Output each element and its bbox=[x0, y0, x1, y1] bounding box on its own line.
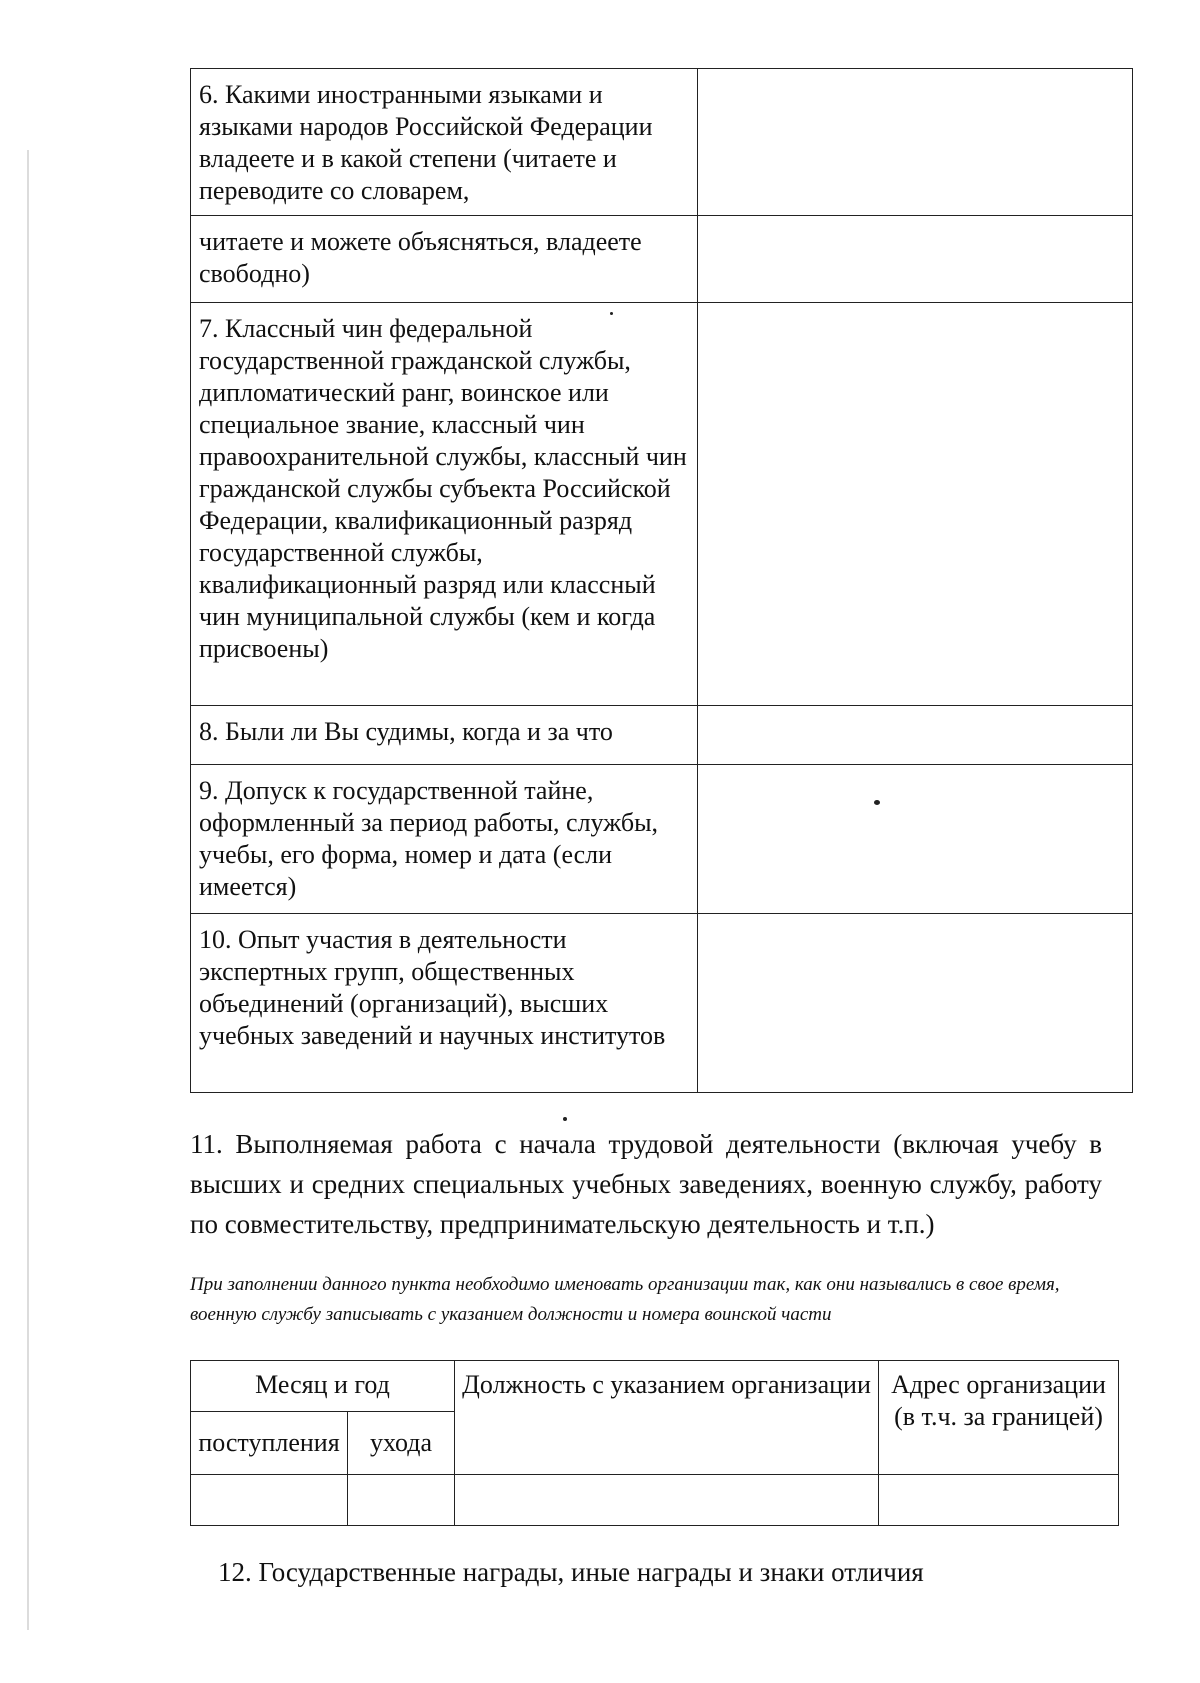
section-11-heading: 11. Выполняемая работа с начала трудовой деятельности (включая учебу в высших и средних специальных учебных заведениях, военную службу, работу по совместительству, предпринимательскую деятельность и т.п.) bbox=[190, 1129, 1102, 1239]
answer-cell[interactable] bbox=[698, 765, 1133, 914]
answer-cell[interactable] bbox=[698, 216, 1133, 303]
question-cell: 8. Были ли Вы судимы, когда и за что bbox=[191, 706, 698, 765]
question-cell: 9. Допуск к государственной тайне, оформленный за период работы, службы, учебы, его форма, номер и дата (если имеется) bbox=[191, 765, 698, 914]
header-month-year: Месяц и год bbox=[191, 1361, 455, 1412]
header-start: поступления bbox=[191, 1412, 348, 1475]
scan-edge-mark bbox=[27, 150, 29, 1630]
questionnaire-table bbox=[190, 68, 1133, 1093]
table-row bbox=[191, 706, 1133, 765]
header-position: Должность с указанием организации bbox=[455, 1361, 879, 1475]
employment-table bbox=[190, 1360, 1119, 1526]
cell-end-value[interactable] bbox=[348, 1475, 455, 1526]
answer-cell[interactable] bbox=[698, 69, 1133, 216]
cell-position-value[interactable] bbox=[455, 1475, 879, 1526]
header-end: ухода bbox=[348, 1412, 455, 1475]
table-row bbox=[191, 765, 1133, 914]
answer-cell[interactable] bbox=[698, 914, 1133, 1093]
scan-speck bbox=[610, 312, 613, 315]
table-row bbox=[191, 69, 1133, 216]
question-cell: читаете и можете объясняться, владеете свободно) bbox=[191, 216, 698, 303]
cell-address-value[interactable] bbox=[879, 1475, 1119, 1526]
section-11-note: При заполнении данного пункта необходимо именовать организации так, как они назывались в свое время, военную службу записывать с указанием должности и номера воинской части bbox=[190, 1274, 1060, 1325]
table-row bbox=[191, 914, 1133, 1093]
question-cell: 10. Опыт участия в деятельности экспертных групп, общественных объединений (организаций), высших учебных заведений и научных институтов bbox=[191, 914, 698, 1093]
question-cell: 7. Классный чин федеральной государственной гражданской службы, дипломатический ранг, воинское или специальное звание, классный чин правоохранительной службы, классный чин гражданской службы субъекта Российской Федерации, квалификационный разряд государственной службы, квалификационный разряд или классный чин муниципальной службы (кем и когда присвоены) bbox=[191, 303, 698, 706]
cell-start-value[interactable] bbox=[191, 1475, 348, 1526]
table-row bbox=[191, 303, 1133, 706]
answer-cell[interactable] bbox=[698, 706, 1133, 765]
table-header-row bbox=[191, 1361, 1119, 1412]
table-row bbox=[191, 216, 1133, 303]
table-row bbox=[191, 1475, 1119, 1526]
scan-speck bbox=[563, 1117, 567, 1121]
question-cell: 6. Какими иностранными языками и языками народов Российской Федерации владеете и в какой степени (читаете и переводите со словарем, bbox=[191, 69, 698, 216]
section-12-heading: 12. Государственные награды, иные награды и знаки отличия bbox=[218, 1557, 924, 1587]
scan-speck bbox=[874, 800, 880, 805]
header-address: Адрес организации (в т.ч. за границей) bbox=[879, 1361, 1119, 1475]
answer-cell[interactable] bbox=[698, 303, 1133, 706]
